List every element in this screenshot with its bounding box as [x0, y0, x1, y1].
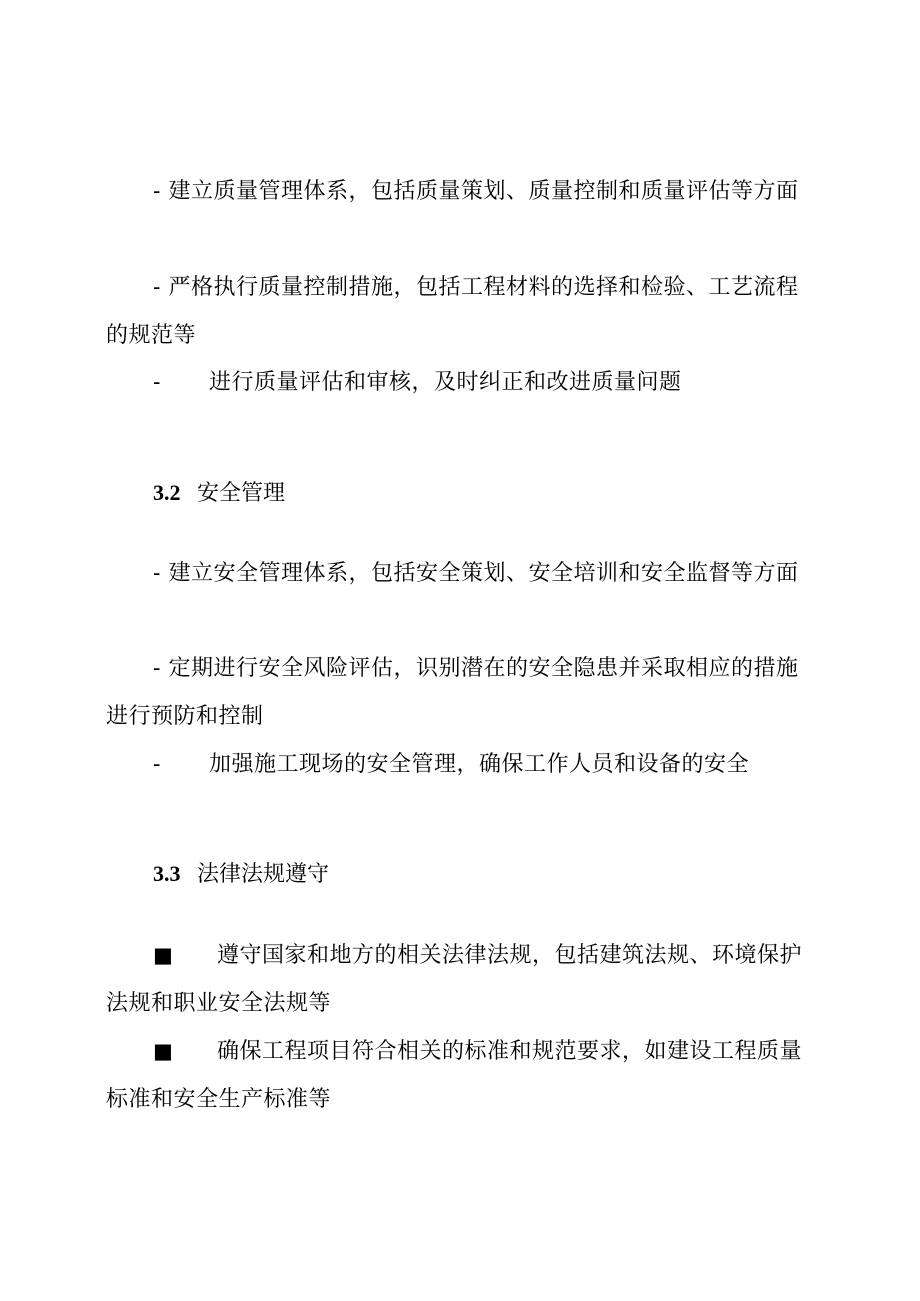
section-title: 安全管理 — [197, 481, 286, 506]
list-item — [106, 741, 806, 789]
list-marker: - — [153, 561, 161, 586]
list-item-text: 确保工程项目符合相关的标准和规范要求，如建设工程质量标准和安全生产标准等 — [106, 1039, 803, 1112]
list-item — [106, 359, 806, 407]
list-item-text: 定期进行安全风险评估，识别潜在的安全隐患并采取相应的措施进行预防和控制 — [106, 656, 799, 729]
bullet-square-icon: ■ — [153, 943, 174, 967]
list-marker: - — [153, 656, 161, 681]
list-item — [106, 264, 806, 360]
list-item-text: 建立安全管理体系，包括安全策划、安全培训和安全监督等方面 — [168, 561, 799, 586]
list-marker: - — [153, 752, 161, 777]
list-item — [106, 550, 806, 598]
list-item-text: 严格执行质量控制措施，包括工程材料的选择和检验、工艺流程的规范等 — [106, 275, 799, 348]
list-item — [106, 168, 806, 216]
list-item-text: 遵守国家和地方的相关法律法规，包括建筑法规、环境保护法规和职业安全法规等 — [106, 943, 803, 1016]
list-item — [106, 931, 806, 1028]
list-item — [106, 645, 806, 741]
section-number: 3.2 — [153, 480, 181, 505]
list-marker: - — [153, 370, 161, 395]
list-marker: - — [153, 275, 161, 300]
bullet-square-icon: ■ — [153, 1039, 174, 1063]
section-number: 3.3 — [153, 861, 181, 886]
list-item — [106, 1027, 806, 1124]
list-item-text: 进行质量评估和审核，及时纠正和改进质量问题 — [209, 370, 682, 395]
section-heading — [153, 859, 329, 890]
list-marker: - — [153, 179, 161, 204]
list-item-text: 建立质量管理体系，包括质量策划、质量控制和质量评估等方面 — [168, 179, 799, 204]
section-heading — [153, 478, 285, 509]
section-title: 法律法规遵守 — [197, 862, 330, 887]
list-item-text: 加强施工现场的安全管理，确保工作人员和设备的安全 — [209, 752, 750, 777]
